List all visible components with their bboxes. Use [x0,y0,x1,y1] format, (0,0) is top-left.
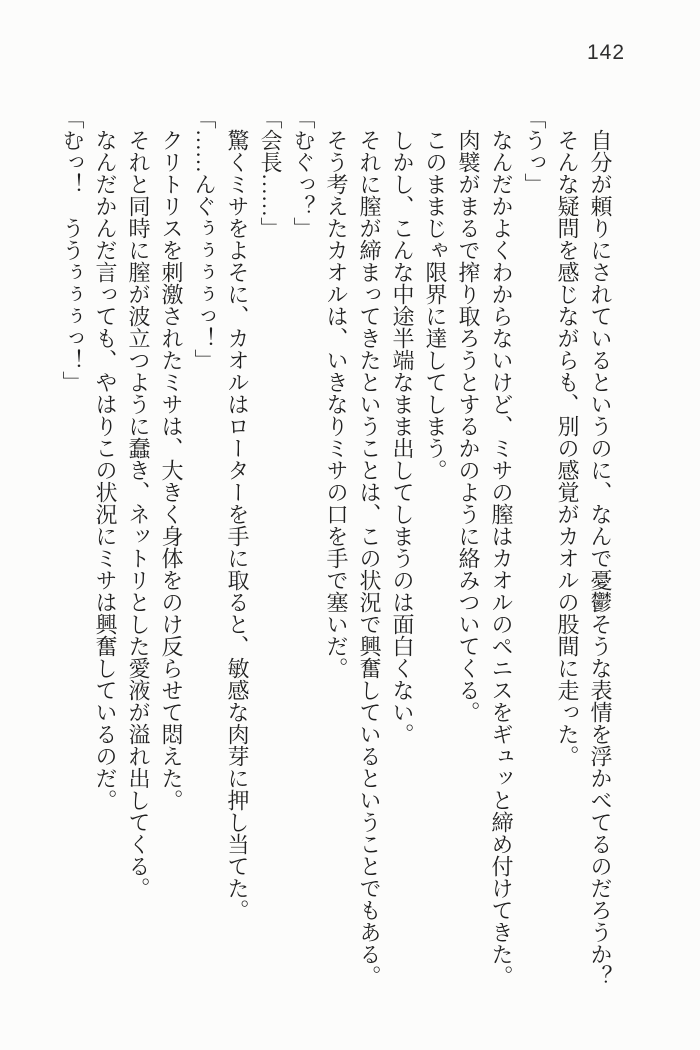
page-text [56,107,617,997]
paragraph: なんだかよくわからないけど、ミサの膣はカオルのペニスをギュッと締め付けてきた。 [489,129,514,987]
paragraph: 「会長……」 [258,107,283,239]
paragraph: 自分が頼りにされているというのに、なんで憂鬱そうな表情を浮かべてるのだろうか？ [588,129,613,987]
paragraph: 驚くミサをよそに、カオルはローターを手に取ると、敏感な肉芽に押し当てた。 [225,129,250,921]
paragraph: 「うっ」 [522,107,547,195]
paragraph: なんだかんだ言っても、やはりこの状況にミサは興奮しているのだ。 [93,129,118,811]
paragraph: クリトリスを刺激されたミサは、大きく身体をのけ反らせて悶えた。 [159,129,184,811]
paragraph: 「むぐっ？」 [291,107,316,239]
paragraph: そう考えたカオルは、いきなりミサの口を手で塞いだ。 [324,129,349,679]
paragraph: 肉襞がまるで搾り取ろうとするかのように絡みついてくる。 [456,129,481,723]
paragraph: それと同時に膣が波立つように蠢き、ネットリとした愛液が溢れ出してくる。 [126,129,151,899]
paragraph: 「むっ！ ううぅぅぅっ！」 [60,107,85,393]
paragraph: しかし、こんな中途半端なまま出してしまうのは面白くない。 [390,129,415,745]
page-number: 142 [587,41,626,64]
paragraph: それに膣が締まってきたということは、この状況で興奮しているということでもある。 [357,129,382,987]
paragraph: このままじゃ限界に達してしまう。 [423,129,448,481]
paragraph: 「……んぐぅぅぅぅっ！」 [192,107,217,371]
paragraph: そんな疑問を感じながらも、別の感覚がカオルの股間に走った。 [555,129,580,767]
